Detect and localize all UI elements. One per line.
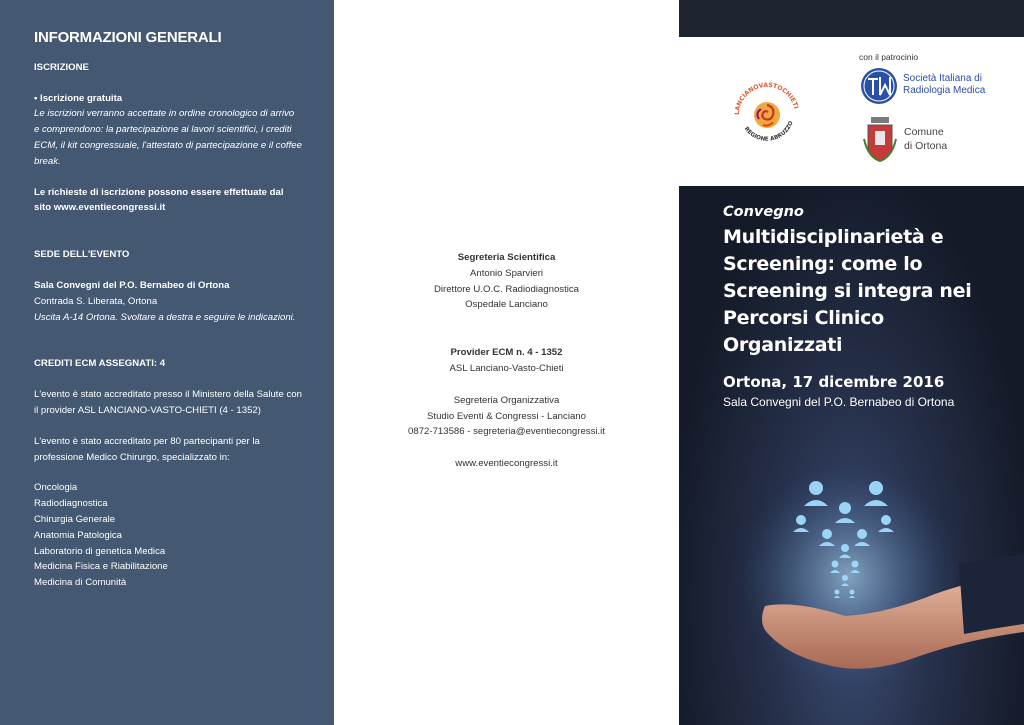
- right-panel: [679, 0, 1024, 725]
- segreteria-scientifica-line: Direttore U.O.C. Radiodiagnostica: [433, 283, 580, 295]
- svg-text:REGIONE ABRUZZO: REGIONE ABRUZZO: [742, 120, 795, 143]
- disciplina-item: Chirurgia Generale: [34, 513, 116, 525]
- comune-name: [904, 125, 947, 153]
- svg-text:LANCIANOVASTOCHIETI: LANCIANOVASTOCHIETI: [733, 81, 800, 116]
- left-panel: [0, 0, 334, 725]
- general-info: [34, 30, 302, 591]
- segreteria-scientifica-label: Segreteria Scientifica: [457, 252, 556, 263]
- asl-logo-icon: [727, 75, 807, 155]
- event-venue: Sala Convegni del P.O. Bernabeo di Ortona: [723, 395, 955, 409]
- sede-indirizzo: Contrada S. Liberata, Ortona: [34, 295, 158, 307]
- contacts: [334, 250, 679, 472]
- crediti-text-1: L'evento è stato accreditato presso il Ministero della Salute con il provider ASL LANCIANO-VASTO-CHIETI (4 - 1352): [34, 389, 302, 416]
- disciplina-item: Oncologia: [34, 482, 78, 494]
- event-title-line: Multidisciplinarietà e: [723, 226, 944, 248]
- segreteria-organizzativa-line: Segreteria Organizzativa: [453, 394, 560, 406]
- iscrizione-label: ISCRIZIONE: [34, 61, 89, 73]
- crediti-label: CREDITI ECM ASSEGNATI: 4: [34, 358, 166, 370]
- event-title-line: Organizzati: [723, 334, 843, 356]
- disciplina-item: Laboratorio di genetica Medica: [34, 545, 166, 557]
- disciplina-item: Medicina Fisica e Riabilitazione: [34, 561, 168, 573]
- sirm-line-2: Radiologia Medica: [903, 85, 986, 96]
- disciplina-item: Medicina di Comunità: [34, 577, 127, 589]
- comune-line-1: Comune: [904, 126, 944, 138]
- crediti-text-2: L'evento è stato accreditato per 80 partecipanti per la professione Medico Chirurgo, specializzato in:: [34, 435, 260, 463]
- event-title: [723, 224, 1013, 359]
- provider-label: Provider ECM n. 4 - 1352: [450, 347, 563, 359]
- segreteria-organizzativa-line: 0872-713586 - segreteria@eventiecongressi.it: [408, 426, 605, 438]
- event-kicker: Convegno: [723, 204, 804, 220]
- sede-nome: Sala Convegni del P.O. Bernabeo di Ortona: [34, 279, 230, 291]
- comune-line-2: di Ortona: [904, 140, 948, 152]
- iscrizione-gratuita: • Iscrizione gratuita: [34, 92, 123, 104]
- ortona-crest-icon: [862, 115, 898, 163]
- website-link[interactable]: www.eventiecongressi.it: [455, 458, 558, 470]
- logos-area: [679, 37, 1024, 186]
- sede-indicazioni: Uscita A-14 Ortona. Svoltare a destra e seguire le indicazioni.: [34, 311, 296, 323]
- sirm-line-1: Società Italiana di: [903, 73, 982, 84]
- sirm-logo-icon: [860, 67, 898, 105]
- provider-name: ASL Lanciano-Vasto-Chieti: [449, 362, 564, 374]
- segreteria-scientifica-line: Ospedale Lanciano: [465, 299, 548, 311]
- hand-network-illustration: [679, 456, 1024, 725]
- event-title-line: Screening si integra nei: [723, 280, 972, 302]
- segreteria-organizzativa-line: Studio Eventi & Congressi - Lanciano: [427, 410, 586, 422]
- event-title-block: [723, 204, 1013, 409]
- cover-area: [679, 186, 1024, 725]
- patrocinio-label: con il patrocinio: [859, 52, 919, 62]
- sede-label: SEDE DELL'EVENTO: [34, 249, 130, 261]
- top-band: [679, 0, 1024, 37]
- event-date: Ortona, 17 dicembre 2016: [723, 373, 945, 391]
- disciplina-item: Anatomia Patologica: [34, 529, 122, 541]
- iscrizione-text: Le iscrizioni verranno accettate in ordine cronologico di arrivo e comprendono: la partecipazione ai lavori scientifici, i crediti ECM, il kit congressuale, l'attestato di partecipazione e il coffee break.: [34, 108, 302, 167]
- section-heading: INFORMAZIONI GENERALI: [34, 29, 222, 46]
- disciplina-item: Radiodiagnostica: [34, 498, 108, 510]
- segreteria-scientifica-line: Antonio Sparvieri: [469, 267, 544, 279]
- sirm-name: [903, 73, 985, 97]
- middle-panel: [334, 0, 679, 725]
- event-title-line: Screening: come lo: [723, 253, 923, 275]
- event-title-line: Percorsi Clinico: [723, 307, 884, 329]
- iscrizione-sito: Le richieste di iscrizione possono essere effettuate dal sito www.eventiecongressi.it: [34, 186, 284, 214]
